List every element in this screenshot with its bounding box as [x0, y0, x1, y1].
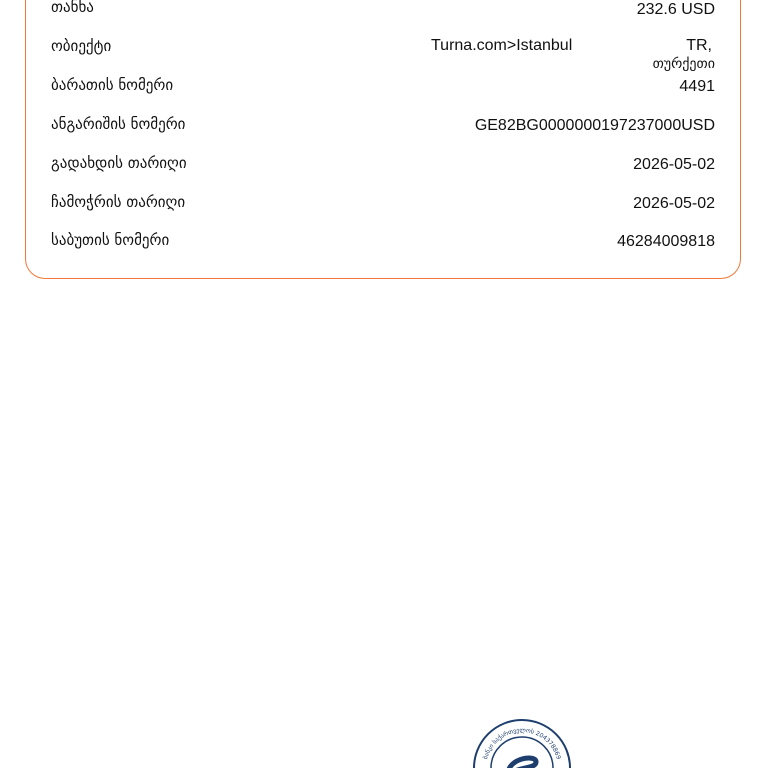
payment-date-value: 2026-05-02 — [633, 156, 715, 173]
payment-date-row — [0, 154, 768, 184]
account-number-label: ანგარიშის ნომერი — [51, 115, 186, 133]
document-number-label: საბუთის ნომერი — [51, 231, 170, 249]
stamp-text: ბანკი საქართველოს 204378869 — [482, 726, 562, 761]
amount-row — [0, 0, 768, 30]
card-number-label: ბარათის ნომერი — [51, 76, 174, 94]
document-number-row — [0, 231, 768, 261]
bank-stamp-icon — [472, 718, 572, 768]
amount-label: თანხა — [51, 0, 94, 16]
write-off-date-value: 2026-05-02 — [633, 195, 715, 212]
write-off-date-row — [0, 193, 768, 223]
document-number-value: 46284009818 — [617, 233, 715, 250]
payment-date-label: გადახდის თარიღი — [51, 154, 187, 172]
merchant-row — [0, 37, 768, 77]
amount-value: 232.6 USD — [636, 1, 715, 18]
account-number-row — [0, 115, 768, 145]
merchant-country: თურქეთი — [652, 56, 715, 72]
card-number-row — [0, 76, 768, 106]
account-number-value: GE82BG0000000197237000USD — [474, 117, 715, 134]
card-number-value: 4491 — [679, 78, 715, 95]
merchant-country-code: TR, — [686, 37, 712, 54]
merchant-label: ობიექტი — [51, 37, 112, 55]
write-off-date-label: ჩამოჭრის თარიღი — [51, 193, 186, 211]
merchant-name: Turna.com>Istanbul — [431, 37, 573, 54]
